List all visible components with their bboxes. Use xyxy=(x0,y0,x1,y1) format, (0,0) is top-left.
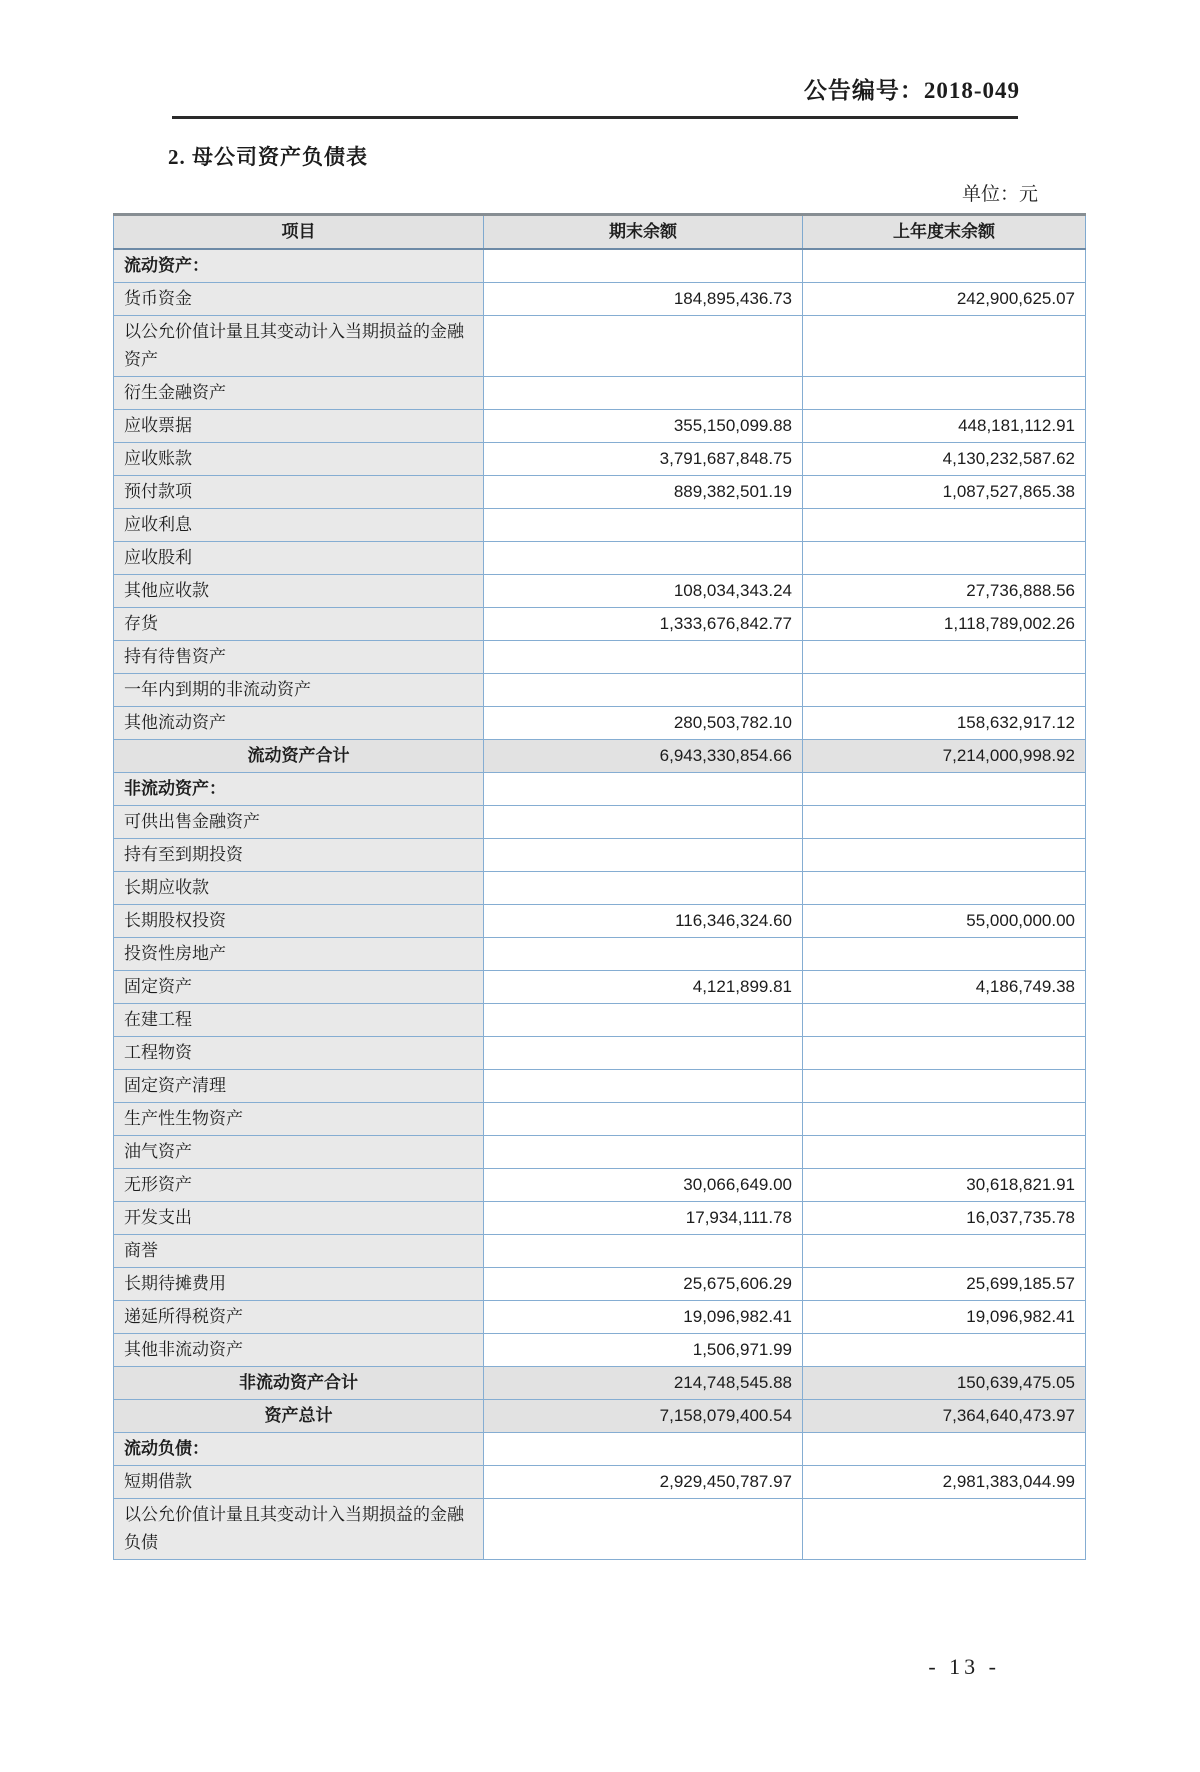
table-row xyxy=(114,1301,1086,1334)
table-row xyxy=(114,740,1086,773)
previous-balance-cell xyxy=(803,1004,1086,1037)
table-row xyxy=(114,641,1086,674)
previous-balance-cell xyxy=(803,839,1086,872)
table-row xyxy=(114,443,1086,476)
item-cell: 油气资产 xyxy=(114,1136,484,1169)
previous-balance-cell xyxy=(803,1433,1086,1466)
previous-balance-cell xyxy=(803,542,1086,575)
current-balance-cell: 214,748,545.88 xyxy=(484,1367,803,1400)
previous-balance-cell xyxy=(803,674,1086,707)
table-row xyxy=(114,839,1086,872)
previous-balance-cell xyxy=(803,377,1086,410)
current-balance-cell xyxy=(484,377,803,410)
current-balance-cell: 30,066,649.00 xyxy=(484,1169,803,1202)
item-cell: 一年内到期的非流动资产 xyxy=(114,674,484,707)
previous-balance-cell xyxy=(803,773,1086,806)
item-cell: 长期股权投资 xyxy=(114,905,484,938)
item-cell: 固定资产 xyxy=(114,971,484,1004)
table-row xyxy=(114,476,1086,509)
column-header-previous-year-balance: 上年度末余额 xyxy=(803,215,1086,250)
current-balance-cell: 2,929,450,787.97 xyxy=(484,1466,803,1499)
previous-balance-cell xyxy=(803,1037,1086,1070)
item-cell: 流动负债： xyxy=(114,1433,484,1466)
previous-balance-cell: 7,214,000,998.92 xyxy=(803,740,1086,773)
table-row xyxy=(114,1070,1086,1103)
item-cell: 其他非流动资产 xyxy=(114,1334,484,1367)
current-balance-cell: 116,346,324.60 xyxy=(484,905,803,938)
current-balance-cell: 1,333,676,842.77 xyxy=(484,608,803,641)
current-balance-cell xyxy=(484,872,803,905)
previous-balance-cell xyxy=(803,938,1086,971)
current-balance-cell: 280,503,782.10 xyxy=(484,707,803,740)
current-balance-cell xyxy=(484,1433,803,1466)
current-balance-cell: 1,506,971.99 xyxy=(484,1334,803,1367)
current-balance-cell xyxy=(484,938,803,971)
previous-balance-cell: 150,639,475.05 xyxy=(803,1367,1086,1400)
table-row xyxy=(114,509,1086,542)
previous-balance-cell xyxy=(803,1334,1086,1367)
previous-balance-cell: 16,037,735.78 xyxy=(803,1202,1086,1235)
current-balance-cell: 19,096,982.41 xyxy=(484,1301,803,1334)
previous-balance-cell: 19,096,982.41 xyxy=(803,1301,1086,1334)
previous-balance-cell: 448,181,112.91 xyxy=(803,410,1086,443)
previous-balance-cell xyxy=(803,1070,1086,1103)
document-page xyxy=(0,76,1200,1772)
table-row xyxy=(114,938,1086,971)
previous-balance-cell xyxy=(803,249,1086,283)
previous-balance-cell: 1,087,527,865.38 xyxy=(803,476,1086,509)
table-row xyxy=(114,1235,1086,1268)
previous-balance-cell: 4,186,749.38 xyxy=(803,971,1086,1004)
item-cell: 应收账款 xyxy=(114,443,484,476)
current-balance-cell: 3,791,687,848.75 xyxy=(484,443,803,476)
current-balance-cell xyxy=(484,839,803,872)
previous-balance-cell: 30,618,821.91 xyxy=(803,1169,1086,1202)
item-cell: 工程物资 xyxy=(114,1037,484,1070)
unit-label: 单位：元 xyxy=(961,184,1038,205)
item-cell: 无形资产 xyxy=(114,1169,484,1202)
item-cell: 资产总计 xyxy=(114,1400,484,1433)
item-cell: 应收票据 xyxy=(114,410,484,443)
current-balance-cell xyxy=(484,249,803,283)
previous-balance-cell xyxy=(803,509,1086,542)
item-cell: 长期待摊费用 xyxy=(114,1268,484,1301)
column-header-current-balance: 期末余额 xyxy=(484,215,803,250)
current-balance-cell: 889,382,501.19 xyxy=(484,476,803,509)
table-row xyxy=(114,1433,1086,1466)
current-balance-cell xyxy=(484,773,803,806)
table-row xyxy=(114,773,1086,806)
current-balance-cell xyxy=(484,509,803,542)
item-cell: 应收股利 xyxy=(114,542,484,575)
item-cell: 短期借款 xyxy=(114,1466,484,1499)
item-cell: 非流动资产合计 xyxy=(114,1367,484,1400)
item-cell: 开发支出 xyxy=(114,1202,484,1235)
table-row xyxy=(114,1037,1086,1070)
current-balance-cell: 108,034,343.24 xyxy=(484,575,803,608)
current-balance-cell xyxy=(484,1136,803,1169)
previous-balance-cell xyxy=(803,806,1086,839)
previous-balance-cell xyxy=(803,641,1086,674)
item-cell: 其他应收款 xyxy=(114,575,484,608)
previous-balance-cell xyxy=(803,1235,1086,1268)
previous-balance-cell: 55,000,000.00 xyxy=(803,905,1086,938)
page-title: 2. 母公司资产负债表 xyxy=(168,145,368,169)
item-cell: 生产性生物资产 xyxy=(114,1103,484,1136)
previous-balance-cell xyxy=(803,1499,1086,1560)
current-balance-cell: 355,150,099.88 xyxy=(484,410,803,443)
item-cell: 可供出售金融资产 xyxy=(114,806,484,839)
table-row xyxy=(114,608,1086,641)
current-balance-cell xyxy=(484,806,803,839)
table-row xyxy=(114,1466,1086,1499)
current-balance-cell xyxy=(484,1037,803,1070)
item-cell: 以公允价值计量且其变动计入当期损益的金融资产 xyxy=(114,316,484,377)
item-cell: 预付款项 xyxy=(114,476,484,509)
item-cell: 以公允价值计量且其变动计入当期损益的金融负债 xyxy=(114,1499,484,1560)
table-row xyxy=(114,1499,1086,1560)
table-row xyxy=(114,707,1086,740)
current-balance-cell xyxy=(484,1004,803,1037)
current-balance-cell: 17,934,111.78 xyxy=(484,1202,803,1235)
previous-balance-cell: 25,699,185.57 xyxy=(803,1268,1086,1301)
column-header-item: 项目 xyxy=(114,215,484,250)
previous-balance-cell: 242,900,625.07 xyxy=(803,283,1086,316)
current-balance-cell xyxy=(484,641,803,674)
previous-balance-cell: 27,736,888.56 xyxy=(803,575,1086,608)
item-cell: 流动资产合计 xyxy=(114,740,484,773)
item-cell: 递延所得税资产 xyxy=(114,1301,484,1334)
item-cell: 应收利息 xyxy=(114,509,484,542)
table-row xyxy=(114,971,1086,1004)
previous-balance-cell: 7,364,640,473.97 xyxy=(803,1400,1086,1433)
current-balance-cell: 184,895,436.73 xyxy=(484,283,803,316)
previous-balance-cell xyxy=(803,1136,1086,1169)
item-cell: 长期应收款 xyxy=(114,872,484,905)
table-row xyxy=(114,1334,1086,1367)
current-balance-cell xyxy=(484,1499,803,1560)
table-row xyxy=(114,674,1086,707)
item-cell: 其他流动资产 xyxy=(114,707,484,740)
table-row xyxy=(114,542,1086,575)
table-row xyxy=(114,316,1086,377)
item-cell: 货币资金 xyxy=(114,283,484,316)
header-rule xyxy=(172,116,1018,119)
item-cell: 投资性房地产 xyxy=(114,938,484,971)
item-cell: 商誉 xyxy=(114,1235,484,1268)
current-balance-cell: 6,943,330,854.66 xyxy=(484,740,803,773)
current-balance-cell xyxy=(484,1070,803,1103)
current-balance-cell xyxy=(484,674,803,707)
table-row xyxy=(114,872,1086,905)
table-row xyxy=(114,905,1086,938)
table-row xyxy=(114,1136,1086,1169)
page-number: - 13 - xyxy=(928,1654,1000,1679)
previous-balance-cell: 1,118,789,002.26 xyxy=(803,608,1086,641)
item-cell: 非流动资产： xyxy=(114,773,484,806)
table-row xyxy=(114,1367,1086,1400)
table-row xyxy=(114,1400,1086,1433)
item-cell: 固定资产清理 xyxy=(114,1070,484,1103)
item-cell: 流动资产： xyxy=(114,249,484,283)
table-body xyxy=(114,249,1086,1560)
table-row xyxy=(114,1103,1086,1136)
table-header-row xyxy=(114,215,1086,250)
previous-balance-cell xyxy=(803,1103,1086,1136)
table-row xyxy=(114,410,1086,443)
table-row xyxy=(114,1268,1086,1301)
previous-balance-cell xyxy=(803,316,1086,377)
table-row xyxy=(114,1169,1086,1202)
table-row xyxy=(114,1202,1086,1235)
current-balance-cell: 25,675,606.29 xyxy=(484,1268,803,1301)
table-row xyxy=(114,575,1086,608)
table-row xyxy=(114,249,1086,283)
previous-balance-cell: 4,130,232,587.62 xyxy=(803,443,1086,476)
current-balance-cell xyxy=(484,316,803,377)
item-cell: 在建工程 xyxy=(114,1004,484,1037)
current-balance-cell: 4,121,899.81 xyxy=(484,971,803,1004)
item-cell: 存货 xyxy=(114,608,484,641)
item-cell: 衍生金融资产 xyxy=(114,377,484,410)
current-balance-cell: 7,158,079,400.54 xyxy=(484,1400,803,1433)
table-row xyxy=(114,806,1086,839)
balance-sheet-table xyxy=(113,213,1086,1560)
current-balance-cell xyxy=(484,1235,803,1268)
current-balance-cell xyxy=(484,1103,803,1136)
announcement-number: 公告编号：2018-049 xyxy=(803,78,1020,103)
previous-balance-cell xyxy=(803,872,1086,905)
item-cell: 持有至到期投资 xyxy=(114,839,484,872)
previous-balance-cell: 2,981,383,044.99 xyxy=(803,1466,1086,1499)
table-row xyxy=(114,283,1086,316)
item-cell: 持有待售资产 xyxy=(114,641,484,674)
current-balance-cell xyxy=(484,542,803,575)
table-row xyxy=(114,1004,1086,1037)
table-row xyxy=(114,377,1086,410)
previous-balance-cell: 158,632,917.12 xyxy=(803,707,1086,740)
